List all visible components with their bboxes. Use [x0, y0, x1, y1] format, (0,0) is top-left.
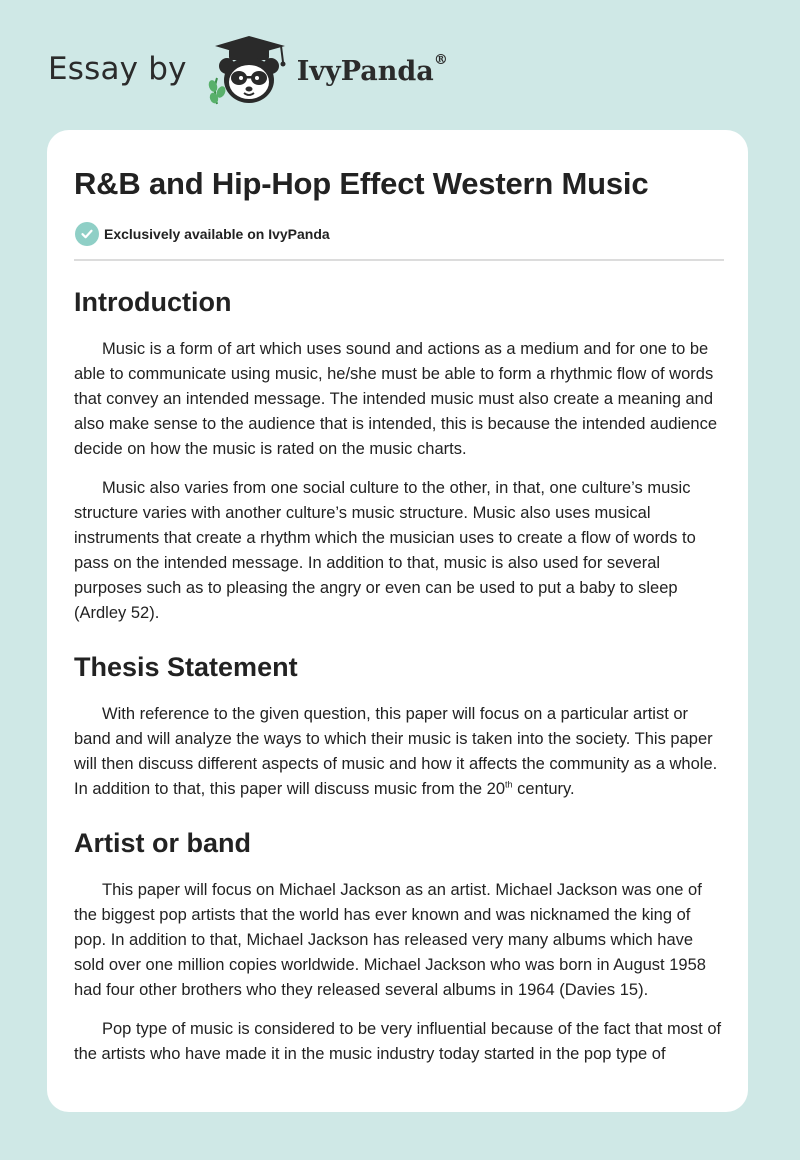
brand-prefix: Essay by	[48, 51, 187, 87]
paragraph: Pop type of music is considered to be very influential because of the fact that most of the artists who have made it in the music industry today started in the pop type of	[74, 1020, 722, 1063]
brand-name: IvyPanda®	[296, 51, 448, 87]
essay-card	[47, 130, 748, 1112]
check-icon	[75, 222, 99, 246]
paragraph: Music is a form of art which uses sound and actions as a medium and for one to be able to communicate using music, he/she must be able to form a rhythmic flow of words that convey an intended message. The intended music must also create a meaning and also make sense to the audience that is intended, this is because the intended audience decide on how the music is rated on the music charts.	[74, 340, 718, 458]
section-heading: Artist or band	[74, 828, 252, 858]
section-heading: Introduction	[74, 287, 232, 317]
exclusive-badge	[74, 221, 724, 247]
divider	[74, 259, 724, 261]
paragraph: This paper will focus on Michael Jackson as an artist. Michael Jackson was one of the biggest pop artists that the world has ever known and was nicknamed the king of pop. In addition to that, Michael Jackson has released very many albums which have sold over one million copies worldwide. Michael Jackson who was born in August 1958 had four other brothers who they released several albums in 1964 (Davies 15).	[74, 881, 706, 999]
section-heading: Thesis Statement	[74, 652, 298, 682]
section-artist-or-band	[74, 826, 724, 1067]
essay-title: R&B and Hip-Hop Effect Western Music	[74, 166, 649, 201]
section-introduction	[74, 285, 724, 626]
paragraph: Music also varies from one social culture to the other, in that, one culture’s music structure varies with another culture’s music structure. Music also uses musical instruments that create a rhythm which the musician uses to create a flow of words to pass on the intended message. In addition to that, music is also used for several purposes such as to pleasing the angry or even can be used to put a baby to sleep (Ardley 52).	[74, 479, 696, 622]
paragraph: With reference to the given question, this paper will focus on a particular artist or band and will analyze the ways to which their music is taken into the society. This paper will then discuss different aspects of music and how it affects the community as a whole. In addition to that, this paper will discuss music from the 20th century.	[74, 705, 718, 798]
section-thesis-statement	[74, 650, 724, 802]
brand-header	[48, 32, 448, 112]
panda-graduate-icon	[203, 34, 293, 110]
badge-text: Exclusively available on IvyPanda	[104, 226, 330, 242]
